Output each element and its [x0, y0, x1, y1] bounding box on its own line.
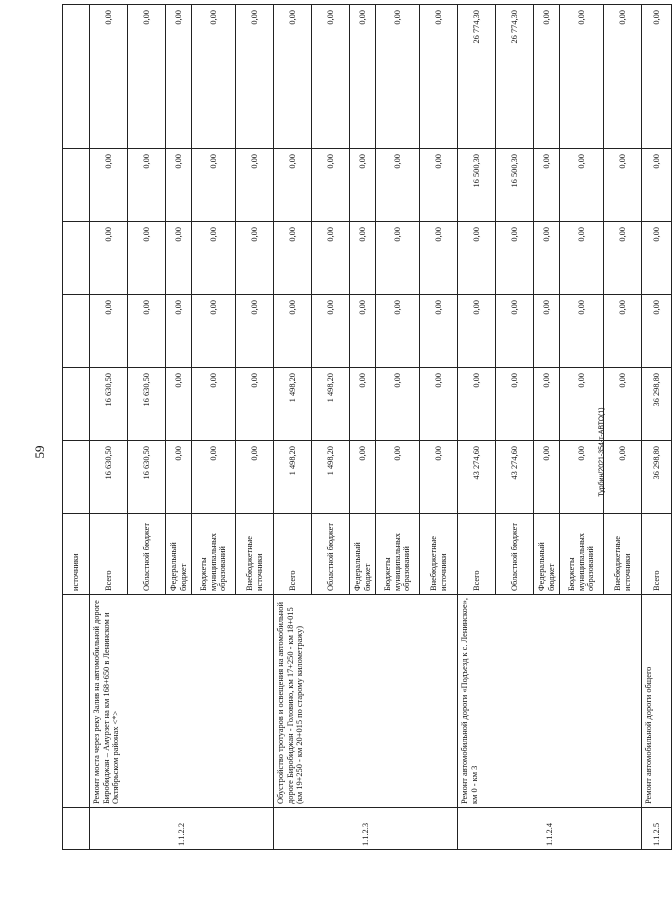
value-cell: 0,00 [312, 295, 350, 368]
source-label-cell: Федеральный бюджет [166, 514, 192, 595]
source-label-cell: Внебюджетные источники [420, 514, 458, 595]
value-cell: 1 498,20 [312, 441, 350, 514]
value-cell: 0,00 [458, 368, 496, 441]
value-cell: 0,00 [560, 222, 604, 295]
value-cell: 0,00 [90, 222, 128, 295]
value-cell: 0,00 [560, 441, 604, 514]
source-label-cell: Внебюджетные источники [604, 514, 642, 595]
value-cell: 0,00 [458, 222, 496, 295]
value-cell: 0,00 [128, 222, 166, 295]
table-header-row [63, 5, 90, 850]
value-cell: 36 298,80 [642, 368, 672, 441]
value-cell: 0,00 [376, 5, 420, 149]
value-cell: 0,00 [420, 222, 458, 295]
value-cell: 0,00 [560, 149, 604, 222]
value-cell: 0,00 [192, 5, 236, 149]
value-cell: 0,00 [534, 149, 560, 222]
value-cell: 0,00 [604, 5, 642, 149]
value-cell: 16 630,50 [90, 441, 128, 514]
value-cell: 0,00 [642, 5, 672, 149]
value-cell: 43 274,60 [458, 441, 496, 514]
value-cell: 0,00 [458, 295, 496, 368]
value-cell: 0,00 [350, 295, 376, 368]
value-cell: 0,00 [534, 222, 560, 295]
value-cell: 0,00 [560, 5, 604, 149]
value-cell: 0,00 [166, 149, 192, 222]
table-row [274, 5, 312, 850]
value-cell: 1 498,20 [274, 441, 312, 514]
value-cell: 0,00 [128, 5, 166, 149]
table-row [458, 5, 496, 850]
source-label-cell: Бюджеты муниципальных образований [560, 514, 604, 595]
source-label-cell: Областной бюджет [128, 514, 166, 595]
value-cell: 0,00 [534, 295, 560, 368]
row-code-cell: 1.1.2.3 [274, 808, 458, 850]
value-cell: 0,00 [192, 149, 236, 222]
value-cell: 0,00 [376, 149, 420, 222]
value-cell: 0,00 [376, 368, 420, 441]
value-cell: 0,00 [90, 149, 128, 222]
table-row [90, 5, 128, 850]
value-cell: 36 298,80 [642, 441, 672, 514]
value-cell: 26 774,30 [496, 5, 534, 149]
source-label-cell: Всего [642, 514, 672, 595]
value-cell: 0,00 [312, 5, 350, 149]
value-cell: 0,00 [166, 222, 192, 295]
row-code-cell: 1.1.2.4 [458, 808, 642, 850]
source-label-cell: Внебюджетные источники [236, 514, 274, 595]
row-name-cell: Обустройство тротуаров и освещения на автомобильной дороге Биробиджан - Головино, км 17+250 - км 18+015 (км 19+250 - км 20+015 по старому километражу) [274, 595, 458, 808]
value-cell: 0,00 [274, 5, 312, 149]
source-label-cell: Всего [90, 514, 128, 595]
value-cell: 43 274,60 [496, 441, 534, 514]
header-cell-empty [63, 222, 90, 295]
source-label-cell: Всего [458, 514, 496, 595]
row-name-cell: Ремонт моста через реку Залив на автомобильной дороге Биробиджан – Амурзет на км 168+650 в Ленинском и Октябрьском районах <*> [90, 595, 274, 808]
value-cell: 0,00 [350, 149, 376, 222]
value-cell: 0,00 [350, 441, 376, 514]
value-cell: 0,00 [236, 368, 274, 441]
header-cell-empty [63, 808, 90, 850]
source-label-cell: Бюджеты муниципальных образований [192, 514, 236, 595]
value-cell: 26 774,30 [458, 5, 496, 149]
value-cell: 0,00 [90, 5, 128, 149]
source-label-cell: Федеральный бюджет [350, 514, 376, 595]
header-cell-empty [63, 295, 90, 368]
value-cell: 0,00 [350, 368, 376, 441]
value-cell: 16 630,50 [128, 441, 166, 514]
value-cell: 0,00 [496, 368, 534, 441]
value-cell: 0,00 [236, 149, 274, 222]
value-cell: 0,00 [420, 368, 458, 441]
value-cell: 0,00 [376, 441, 420, 514]
value-cell: 0,00 [496, 222, 534, 295]
value-cell: 1 498,20 [312, 368, 350, 441]
row-name-cell: Ремонт автомобильной дороги общего [642, 595, 672, 808]
value-cell: 0,00 [236, 295, 274, 368]
value-cell: 0,00 [534, 441, 560, 514]
value-cell: 0,00 [90, 295, 128, 368]
value-cell: 0,00 [236, 5, 274, 149]
source-label-cell: Бюджеты муниципальных образований [376, 514, 420, 595]
value-cell: 0,00 [420, 295, 458, 368]
value-cell: 0,00 [560, 295, 604, 368]
value-cell: 0,00 [642, 149, 672, 222]
value-cell: 0,00 [604, 368, 642, 441]
value-cell: 16 500,30 [458, 149, 496, 222]
value-cell: 0,00 [496, 295, 534, 368]
value-cell: 0,00 [534, 5, 560, 149]
header-cell-empty [63, 149, 90, 222]
row-name-cell: Ремонт автомобильной дороги «Подъезд к с. Ленинское», км 0 - км 3 [458, 595, 642, 808]
value-cell: 0,00 [376, 222, 420, 295]
value-cell: 0,00 [604, 149, 642, 222]
value-cell: 0,00 [420, 441, 458, 514]
value-cell: 16 630,50 [90, 368, 128, 441]
value-cell: 0,00 [192, 441, 236, 514]
value-cell: 0,00 [642, 222, 672, 295]
header-cell-empty [63, 368, 90, 441]
value-cell: 0,00 [312, 222, 350, 295]
value-cell: 0,00 [128, 295, 166, 368]
value-cell: 0,00 [166, 368, 192, 441]
header-cell-empty [63, 441, 90, 514]
value-cell: 0,00 [192, 222, 236, 295]
source-label-cell: Областной бюджет [496, 514, 534, 595]
header-cell-sources: источники [63, 514, 90, 595]
value-cell: 0,00 [236, 441, 274, 514]
value-cell: 0,00 [642, 295, 672, 368]
value-cell: 0,00 [166, 295, 192, 368]
value-cell: 0,00 [560, 368, 604, 441]
value-cell: 0,00 [274, 222, 312, 295]
value-cell: 0,00 [604, 295, 642, 368]
row-code-cell: 1.1.2.2 [90, 808, 274, 850]
budget-table [62, 4, 672, 850]
value-cell: 0,00 [350, 5, 376, 149]
value-cell: 0,00 [192, 295, 236, 368]
value-cell: 0,00 [312, 149, 350, 222]
source-label-cell: Областной бюджет [312, 514, 350, 595]
value-cell: 0,00 [274, 149, 312, 222]
value-cell: 1 498,20 [274, 368, 312, 441]
value-cell: 0,00 [166, 441, 192, 514]
value-cell: 0,00 [236, 222, 274, 295]
value-cell: 0,00 [604, 441, 642, 514]
source-label-cell: Всего [274, 514, 312, 595]
value-cell: 0,00 [350, 222, 376, 295]
value-cell: 0,00 [376, 295, 420, 368]
document-footer: Турбин/2021-354-т-АВТО(1) [598, 407, 606, 497]
source-label-cell: Федеральный бюджет [534, 514, 560, 595]
value-cell: 0,00 [534, 368, 560, 441]
value-cell: 0,00 [128, 149, 166, 222]
value-cell: 16 630,50 [128, 368, 166, 441]
value-cell: 16 500,30 [496, 149, 534, 222]
value-cell: 0,00 [166, 5, 192, 149]
value-cell: 0,00 [420, 149, 458, 222]
header-cell-empty [63, 595, 90, 808]
value-cell: 0,00 [274, 295, 312, 368]
table-row [642, 5, 672, 850]
value-cell: 0,00 [604, 222, 642, 295]
value-cell: 0,00 [192, 368, 236, 441]
header-cell-empty [63, 5, 90, 149]
value-cell: 0,00 [420, 5, 458, 149]
page-number: 59 [32, 445, 47, 459]
row-code-cell: 1.1.2.5 [642, 808, 672, 850]
